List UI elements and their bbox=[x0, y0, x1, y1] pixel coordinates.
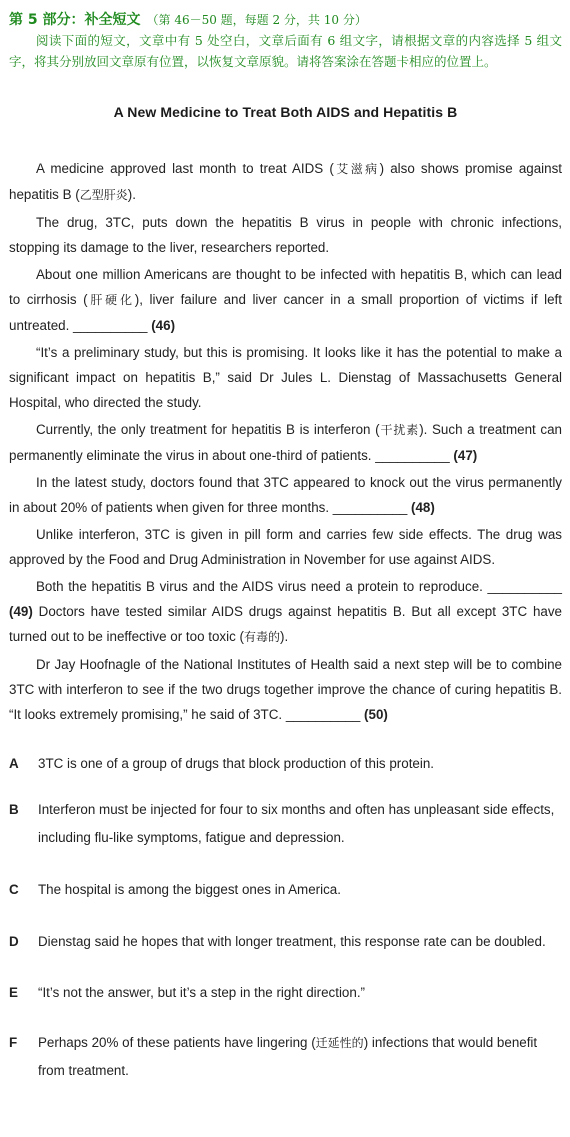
blank-50-marker: (50) bbox=[364, 707, 388, 722]
paragraph-7: Unlike interferon, 3TC is given in pill form and carries few side effects. The drug was approved by the Food and Drug Administration in November for use against AIDS. bbox=[9, 527, 562, 567]
paragraph-3: About one million Americans are thought to be infected with hepatitis B, which can lead to cirrhosis (肝硬化), liver failure and liver cancer in a small proportion of victims if left untreated. __________ (46) bbox=[9, 267, 562, 333]
paragraph-2: The drug, 3TC, puts down the hepatitis B virus in people with chronic infections, stopping its damage to the liver, researchers reported. bbox=[9, 215, 562, 255]
article-title: A New Medicine to Treat Both AIDS and Hepatitis B bbox=[113, 104, 458, 120]
section-meta: （第 46－50 题，每题 2 分，共 10 分） bbox=[146, 13, 367, 27]
paragraph-9: Dr Jay Hoofnagle of the National Institutes of Health said a next step will be to combine 3TC with interferon to see if the two drugs together improve the chance of curing hepatitis B. “It looks extremely promising,” he said of 3TC. __________ (50) bbox=[9, 657, 562, 722]
option-text: Perhaps 20% of these patients have lingering (迁延性的) infections that would benefit from treatment. bbox=[38, 1035, 538, 1078]
paragraph-5: Currently, the only treatment for hepatitis B is interferon (干扰素). Such a treatment can permanently eliminate the virus in about one-third of patients. __________ (47) bbox=[9, 422, 562, 463]
option-letter: C bbox=[9, 882, 19, 897]
option-a bbox=[9, 750, 562, 778]
paragraph-1: A medicine approved last month to treat AIDS (艾滋病) also shows promise against hepatitis B (乙型肝炎). bbox=[9, 161, 562, 202]
paragraph-8: Both the hepatitis B virus and the AIDS virus need a protein to reproduce. __________ (49) Doctors have tested similar AIDS drugs against hepatitis B. But all except 3TC have turned out to be ineffective or too toxic (有毒的). bbox=[9, 579, 562, 644]
section-title: 第 5 部分：补全短文 bbox=[9, 12, 141, 28]
blank-47-marker: (47) bbox=[453, 448, 478, 463]
option-letter: B bbox=[9, 802, 19, 817]
blank-48-marker: (48) bbox=[411, 500, 435, 515]
option-d bbox=[9, 928, 562, 956]
paragraph-6: In the latest study, doctors found that 3TC appeared to knock out the virus permanently in about 20% of patients when given for three months. __________ (48) bbox=[9, 475, 562, 515]
option-text: Dienstag said he hopes that with longer treatment, this response rate can be doubled. bbox=[38, 934, 546, 949]
blank-46-marker: (46) bbox=[151, 318, 176, 333]
option-b bbox=[9, 796, 562, 852]
section-instructions: 阅读下面的短文，文章中有 5 处空白，文章后面有 6 组文字，请根据文章的内容选择 5 组文字，将其分别放回文章原有位置，以恢复文章原貌。请将答案涂在答题卡相应的位置上。 bbox=[9, 33, 562, 69]
option-text: The hospital is among the biggest ones in America. bbox=[38, 882, 341, 897]
option-letter: E bbox=[9, 985, 18, 1000]
answer-options bbox=[9, 750, 562, 1085]
blank-49-marker: (49) bbox=[9, 604, 33, 619]
section-header bbox=[9, 10, 562, 30]
option-letter: A bbox=[9, 756, 19, 771]
option-text: 3TC is one of a group of drugs that block production of this protein. bbox=[38, 756, 434, 771]
option-f bbox=[9, 1029, 562, 1085]
option-letter: D bbox=[9, 934, 19, 949]
article-body bbox=[9, 156, 562, 727]
option-e bbox=[9, 979, 562, 1007]
option-letter: F bbox=[9, 1035, 18, 1050]
option-text: Interferon must be injected for four to six months and often has unpleasant side effects, including flu-like symptoms, fatigue and depression. bbox=[38, 802, 555, 845]
paragraph-4: “It’s a preliminary study, but this is promising. It looks like it has the potential to make a significant impact on hepatitis B,” said Dr Jules L. Dienstag of Massachusetts General Hospital, who directed the study. bbox=[9, 345, 562, 410]
option-c bbox=[9, 876, 562, 904]
option-text: “It’s not the answer, but it’s a step in the right direction.” bbox=[38, 985, 366, 1000]
